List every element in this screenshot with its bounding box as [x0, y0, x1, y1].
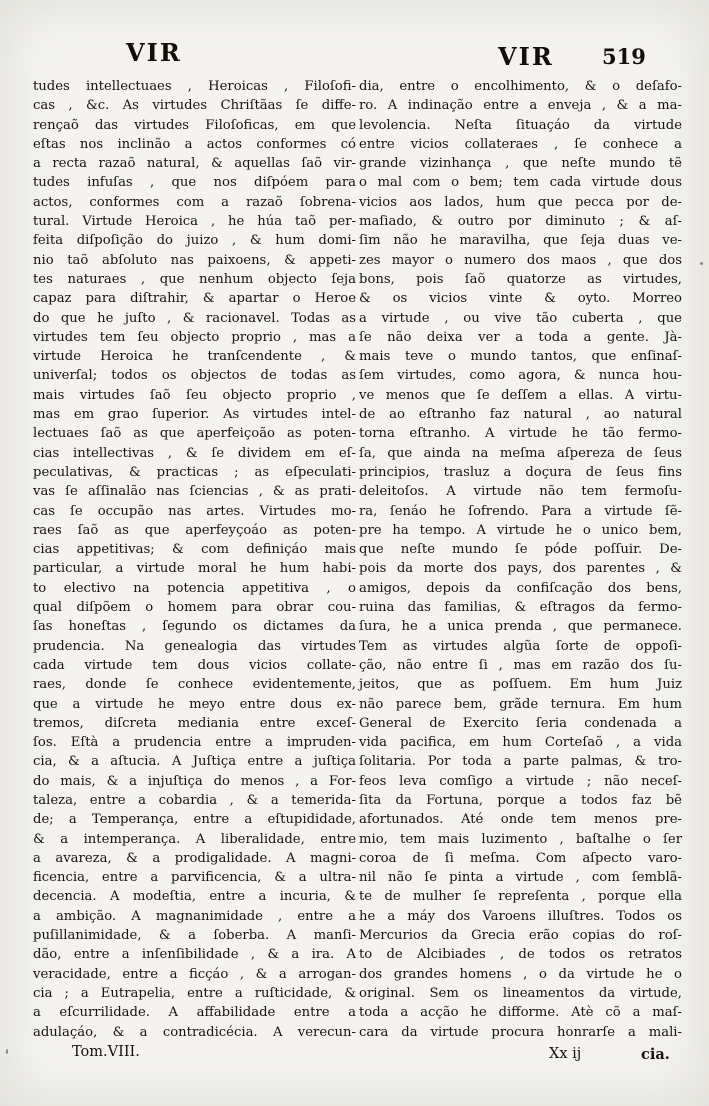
text-line: & os vicios vinte & oyto. Morreo [359, 291, 682, 307]
text-line: raes ſaõ as que aperfeyçoáo as poten- [33, 522, 356, 538]
catchword: cia. [641, 1046, 670, 1063]
text-line: decencia. A modeſtia, entre a incuria, & [33, 889, 356, 905]
page-number: 519 [602, 44, 646, 69]
text-line: mio, tem mais luzimento , baſtalhe o ſer [359, 831, 682, 847]
text-line: eſtas nos inclinão a actos conformes có [33, 136, 356, 152]
text-line: cada virtude tem dous vicios collate- [33, 657, 356, 673]
text-line: principios, trasluz a doçura de ſeus fins [359, 464, 682, 480]
text-line: to electivo na potencia appetitiva , o [33, 580, 356, 596]
text-line: Tem as virtudes algũa ſorte de oppoſi- [359, 638, 682, 654]
text-line: he a máy dos Varoens illuſtres. Todos os [359, 908, 682, 924]
text-line: ruina das familias, & eſtragos da fermo- [359, 600, 682, 616]
text-line: ve menos que ſe deſſem a ellas. A virtu- [359, 387, 682, 403]
text-line: univerſal; todos os objectos de todas as [33, 368, 356, 384]
text-line: deleitoſos. A virtude não tem fermoſu- [359, 484, 682, 500]
text-line: te de mulher ſe repreſenta , porque ella [359, 889, 682, 905]
text-line: tremos, diſcreta mediania entre exceſ- [33, 715, 356, 731]
text-line: ra, ſenáo he ſofrendo. Para a virtude ſẽ- [359, 503, 682, 519]
text-line: a recta razaõ natural, & aquellas ſaõ vir- [33, 156, 356, 172]
text-line: cias intellectivas , & ſe dividem em eſ- [33, 445, 356, 461]
text-line: levolencia. Neſta ſituaçáo da virtude [359, 117, 682, 133]
text-line: que neſte mundo ſe póde poſſuir. De- [359, 542, 682, 558]
text-line: raes, donde ſe conhece evidentemente, [33, 677, 356, 693]
text-line: jeitos, que as poſſuem. Em hum Juiz [359, 677, 682, 693]
text-line: cara da virtude procura honrarſe a mali- [359, 1024, 682, 1040]
text-line: taleza, entre a cobardia , & a temerida- [33, 792, 356, 808]
text-line: grande vizinhança , que neſte mundo tẽ [359, 156, 682, 172]
text-line: entre vicios collateraes , ſe conhece a [359, 136, 682, 152]
text-line: lectuaes ſaõ as que aperfeiçoão as poten- [33, 426, 356, 442]
text-line: vida pacifica, em hum Corteſaõ , a vida [359, 735, 682, 751]
text-line: mais teve o mundo tantos, que enſinaſ- [359, 349, 682, 365]
text-line: cas ſe occupão nas artes. Virtudes mo- [33, 503, 356, 519]
text-line: o mal com o bem; tem cada virtude dous [359, 175, 682, 191]
text-line: a avareza, & a prodigalidade. A magni- [33, 850, 356, 866]
text-column-left [33, 77, 356, 1042]
text-line: original. Sem os lineamentos da virtude, [359, 985, 682, 1001]
text-line: particular, a virtude moral he hum habi- [33, 561, 356, 577]
text-line: a eſcurrilidade. A affabilidade entre a [33, 1005, 356, 1021]
text-line: cia ; a Eutrapelia, entre a ruſticidade, & [33, 985, 356, 1001]
text-line: amigos, depois da confiſcação dos bens, [359, 580, 682, 596]
text-line: virtudes tem ſeu objecto proprio , mas a [33, 329, 356, 345]
text-line: virtude Heroica he tranſcendente , & [33, 349, 356, 365]
text-line: de; a Temperança, entre a eſtupididade, [33, 812, 356, 828]
text-line: ſe não deixa ver a toda a gente. Jà- [359, 329, 682, 345]
text-line: a ambição. A magnanimidade , entre a [33, 908, 356, 924]
text-line: ſa, que ainda na meſma aſpereza de ſeus [359, 445, 682, 461]
text-line: zes mayor o numero dos maos , que dos [359, 252, 682, 268]
text-line: ſim não he maravilha, que ſeja duas ve- [359, 233, 682, 249]
text-line: tural. Virtude Heroica , he húa taõ per- [33, 214, 356, 230]
text-line: bons, pois ſaõ quatorze as virtudes, [359, 271, 682, 287]
scan-artifact [700, 262, 703, 265]
text-line: de ao eſtranho faz natural , ao natural [359, 407, 682, 423]
text-line: ſita da Fortuna, porque a todos faz bẽ [359, 792, 682, 808]
text-line: mas em grao ſuperior. As virtudes intel- [33, 407, 356, 423]
text-line: pre ha tempo. A virtude he o unico bem, [359, 522, 682, 538]
text-line: do mais, & a injuſtiça do menos , a For- [33, 773, 356, 789]
text-line: actos, conformes com a razaõ ſobrena- [33, 194, 356, 210]
tome-label: Tom.VIII. [72, 1044, 140, 1060]
gathering-signature: Xx ij [549, 1046, 582, 1062]
text-line: tudes infuſas , que nos diſpóem para [33, 175, 356, 191]
text-line: ſas honeſtas , ſegundo os dictames da [33, 619, 356, 635]
text-line: dos grandes homens , o da virtude he o [359, 966, 682, 982]
text-line: nio taõ abſoluto nas paixoens, & appeti- [33, 252, 356, 268]
text-line: veracidade, entre a ficçáo , & a arrogan- [33, 966, 356, 982]
text-line: pois da morte dos pays, dos parentes , & [359, 561, 682, 577]
text-line: mais virtudes ſaõ ſeu objecto proprio , [33, 387, 356, 403]
text-line: qual diſpõem o homem para obrar cou- [33, 600, 356, 616]
running-head-left: VIR [126, 38, 182, 67]
text-line: nil não ſe pinta a virtude , com ſemblã- [359, 870, 682, 886]
text-line: tes naturaes , que nenhum objecto ſeja [33, 271, 356, 287]
text-line: prudencia. Na genealogia das virtudes [33, 638, 356, 654]
text-line: do que he juſto , & racionavel. Todas as [33, 310, 356, 326]
text-line: cias appetitivas; & com definiçáo mais [33, 542, 356, 558]
text-line: coroa de ſi meſma. Com aſpecto varo- [359, 850, 682, 866]
text-line: não parece bem, grãde ternura. Em hum [359, 696, 682, 712]
text-line: afortunados. Até onde tem menos pre- [359, 812, 682, 828]
text-line: vas ſe aſſinalão nas ſciencias , & as prati- [33, 484, 356, 500]
text-line: maſiado, & outro por diminuto ; & aſ- [359, 214, 682, 230]
text-line: peculativas, & practicas ; as eſpeculati- [33, 464, 356, 480]
text-line: tudes intellectuaes , Heroicas , Filoſofi- [33, 79, 356, 94]
text-line: toda a acção he difforme. Atè cõ a maſ- [359, 1005, 682, 1021]
text-line: & a intemperança. A liberalidade, entre [33, 831, 356, 847]
text-line: puſillanimidade, & a ſoberba. A manſi- [33, 928, 356, 944]
text-line: ſos. Eſtà a prudencia entre a impruden- [33, 735, 356, 751]
text-line: ſem virtudes, como agora, & nunca hou- [359, 368, 682, 384]
running-head-right: VIR [498, 42, 554, 71]
text-line: capaz para diſtrahir, & apartar o Heroe [33, 291, 356, 307]
text-line: ro. A indinação entre a enveja , & a ma- [359, 98, 682, 114]
text-line: a virtude , ou vive tão cuberta , que [359, 310, 682, 326]
text-line: torna eſtranho. A virtude he tão fermo- [359, 426, 682, 442]
text-line: feos leva comſigo a virtude ; não neceſ- [359, 773, 682, 789]
text-line: dão, entre a inſenſibilidade , & a ira. A [33, 947, 356, 963]
scan-artifact [6, 1049, 8, 1054]
text-line: adulaçáo, & a contradicécia. A verecun- [33, 1024, 356, 1040]
text-line: ção, não entre ſi , mas em razão dos ſu- [359, 657, 682, 673]
text-line: General de Exercito ſeria condenada a [359, 715, 682, 731]
text-line: to de Alcibiades , de todos os retratos [359, 947, 682, 963]
text-line: que a virtude he meyo entre dous ex- [33, 696, 356, 712]
text-line: feita diſpoſição do juizo , & hum domi- [33, 233, 356, 249]
text-column-right [359, 77, 682, 1042]
text-line: ſolitaria. Por toda a parte palmas, & tro- [359, 754, 682, 770]
text-line: rençaõ das virtudes Filoſoficas, em que [33, 117, 356, 133]
text-line: vicios aos lados, hum que pecca por de- [359, 194, 682, 210]
text-line: cia, & a aſtucia. A Juſtiça entre a juſtiça [33, 754, 356, 770]
text-line: ficencia, entre a parvificencia, & a ultra- [33, 870, 356, 886]
text-line: ſura, he a unica prenda , que permanece. [359, 619, 682, 635]
text-line: cas , &c. As virtudes Chriſtãas ſe diffe- [33, 98, 356, 114]
text-line: dia, entre o encolhimento, & o deſafo- [359, 79, 682, 94]
text-line: Mercurios da Grecia erão copias do roſ- [359, 928, 682, 944]
